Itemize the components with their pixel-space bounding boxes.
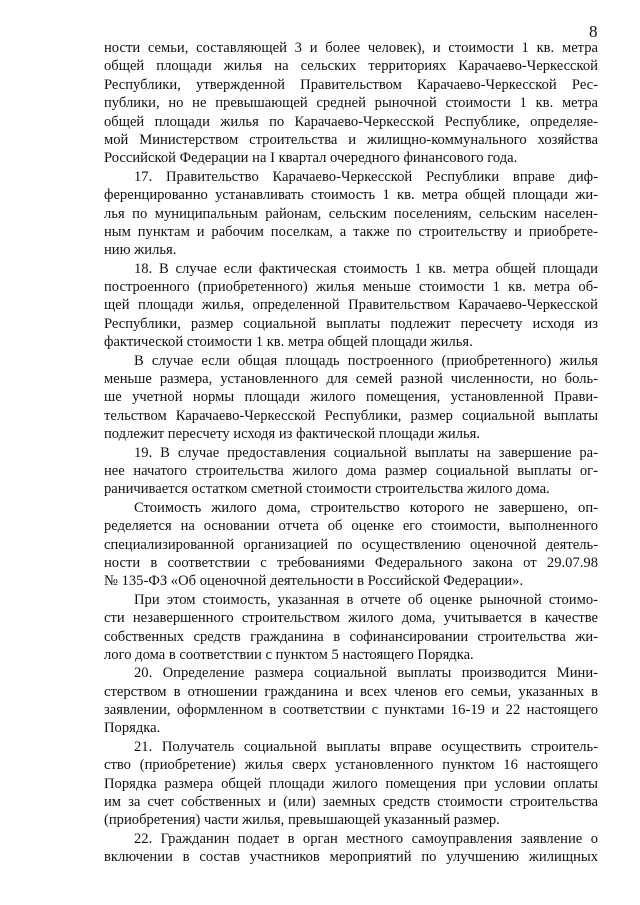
text-line: ности семьи, составляющей 3 и более человек), и стоимости 1 кв. метра: [104, 40, 598, 56]
text-line: стерством в отношении гражданина и всех членов его семьи, указанных в: [104, 683, 598, 700]
text-line: общей площади жилья по Карачаево-Черкесской Республике, определяе-: [104, 113, 598, 130]
text-line: подлежит пересчету исходя из фактической площади жилья.: [104, 426, 481, 443]
text-line: включении в состав участников мероприятий по улучшению жилищных: [104, 849, 598, 866]
page-number: 8: [589, 22, 598, 41]
text-line: раничивается остатком сметной стоимости строительства жилого дома.: [104, 481, 550, 498]
text-line: Порядка.: [104, 720, 161, 737]
text-line: Республики, утвержденной Правительством Карачаево-Черкесской Рес-: [104, 76, 598, 93]
text-line: лого дома в соответствии с пунктом 5 настоящего Порядка.: [104, 646, 474, 663]
text-line: сти незавершенного строительством жилого дома, учитывается в качестве: [104, 610, 598, 627]
text-line: При этом стоимость, указанная в отчете об оценке рыночной стоимо-: [134, 591, 598, 608]
text-line: меньше размера, установленного для семей разной численности, но боль-: [104, 371, 598, 388]
text-line: ство (приобретение) жилья сверх установленного пунктом 16 настоящего: [104, 757, 598, 774]
text-line: Стоимость жилого дома, строительство которого не завершено, оп-: [134, 499, 598, 516]
text-line: 19. В случае предоставления социальной выплаты на завершение ра-: [134, 444, 598, 461]
text-line: 18. В случае если фактическая стоимость 1 кв. метра общей площади: [134, 260, 598, 277]
text-line: построенного (приобретенного) жилья меньше стоимости 1 кв. метра об-: [104, 279, 598, 296]
text-line: Порядка размера общей площади жилого помещения при условии оплаты: [104, 775, 598, 792]
text-line: ным пунктам и рабочим поселкам, а также по строительству и приобрете-: [104, 223, 598, 240]
text-line: нее начатого строительства жилого дома размер социальной выплаты ог-: [104, 462, 598, 479]
document-body: [104, 39, 598, 867]
text-line: нию жилья.: [104, 242, 177, 259]
text-line: 22. Гражданин подает в орган местного самоуправления заявление о: [134, 830, 598, 847]
text-line: В случае если общая площадь построенного (приобретенного) жилья: [134, 352, 598, 369]
text-line: фактической стоимости 1 кв. метра общей площади жилья.: [104, 334, 473, 351]
text-line: им за счет собственных и (или) заемных средств стоимости строительства: [104, 794, 598, 811]
text-line: собственных средств гражданина в софинансировании строительства жи-: [104, 628, 598, 645]
text-line: ределяется на основании отчета об оценке его стоимости, выполненного: [104, 518, 598, 535]
text-line: щей площади жилья, определенной Правительством Карачаево-Черкесской: [104, 297, 598, 314]
text-line: тельством Карачаево-Черкесской Республики, размер социальной выплаты: [104, 407, 598, 424]
text-line: публики, но не превышающей средней рыночной стоимости 1 кв. метра: [104, 95, 598, 112]
text-line: общей площади жилья на сельских территориях Карачаево-Черкесской: [104, 58, 598, 75]
text-line: ности в соответствии с требованиями Федерального закона от 29.07.98: [104, 554, 598, 571]
text-line: 21. Получатель социальной выплаты вправе осуществить строитель-: [134, 738, 598, 755]
text-line: ференцированно устанавливать стоимость 1 кв. метра общей площади жи-: [104, 187, 598, 204]
text-line: мой Министерством строительства и жилищно-коммунального хозяйства: [104, 131, 598, 148]
text-line: заявлении, оформленном в соответствии с пунктами 16-19 и 22 настоящего: [104, 702, 598, 719]
text-line: Российской Федерации на I квартал очередного финансового года.: [104, 150, 518, 167]
text-line: Республики, размер социальной выплаты подлежит пересчету исходя из: [104, 315, 598, 332]
text-line: ше учетной нормы площади жилого помещения, установленной Прави-: [104, 389, 598, 406]
text-line: 17. Правительство Карачаево-Черкесской Республики вправе диф-: [134, 168, 598, 185]
text-line: (приобретения) части жилья, превышающей указанный размер.: [104, 812, 500, 829]
text-line: лья по муниципальным районам, сельским поселениям, сельским населен-: [104, 205, 598, 222]
text-line: специализированной организацией по осуществлению оценочной деятель-: [104, 536, 598, 553]
text-line: № 135-ФЗ «Об оценочной деятельности в Российской Федерации».: [104, 573, 524, 590]
text-line: 20. Определение размера социальной выплаты производится Мини-: [134, 665, 598, 682]
